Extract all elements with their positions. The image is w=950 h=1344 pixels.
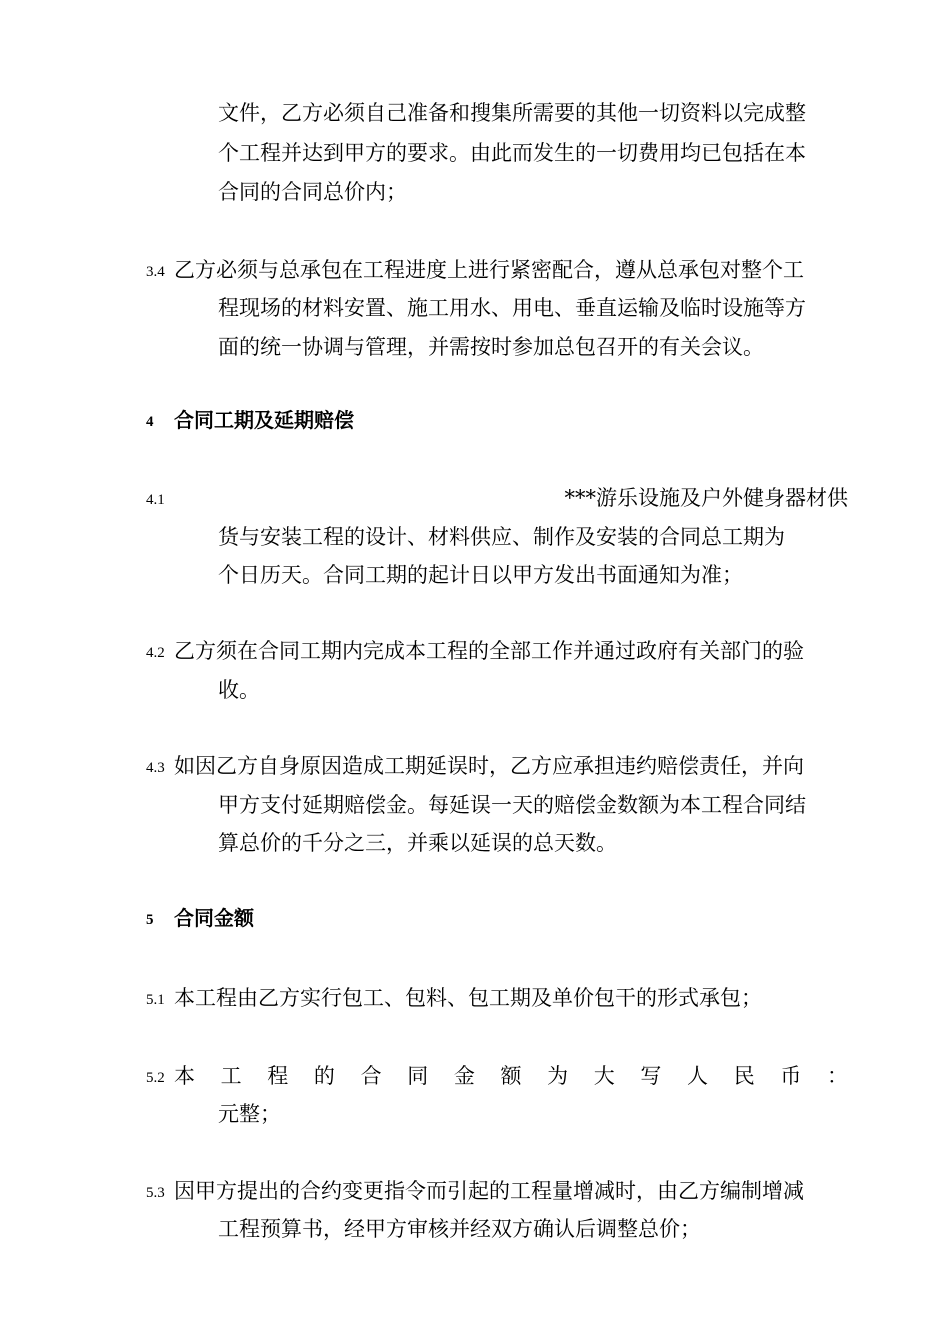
clause-number: 4.1 — [146, 492, 165, 508]
spread-char: 同 — [407, 1064, 429, 1088]
paragraph-line: 个工程并达到甲方的要求。由此而发生的一切费用均已包括在本 — [218, 141, 806, 165]
spread-char: 大 — [593, 1064, 615, 1088]
clause-text: 因甲方提出的合约变更指令而引起的工程量增减时，由乙方编制增减 — [174, 1179, 804, 1203]
clause-number: 5.2 — [146, 1070, 165, 1086]
clause-text: 算总价的千分之三，并乘以延误的总天数。 — [218, 831, 617, 855]
spread-char: 合 — [360, 1064, 382, 1088]
paragraph-line: 文件，乙方必须自己准备和搜集所需要的其他一切资料以完成整 — [218, 101, 806, 125]
spread-char: 金 — [453, 1064, 475, 1088]
clause-number: 4.3 — [146, 760, 165, 776]
clause-text: ***游乐设施及户外健身器材供 — [564, 486, 848, 510]
spread-char: 人 — [687, 1064, 709, 1088]
section-number: 5 — [146, 912, 154, 928]
clause-text: 个日历天。合同工期的起计日以甲方发出书面通知为准； — [218, 563, 743, 587]
paragraph-line: 合同的合同总价内； — [218, 180, 407, 204]
spread-char: 币 — [780, 1064, 802, 1088]
clause-text: 乙方须在合同工期内完成本工程的全部工作并通过政府有关部门的验 — [174, 639, 804, 663]
spread-char: 额 — [500, 1064, 522, 1088]
clause-text: 元整； — [218, 1102, 281, 1126]
spread-char: 本 — [174, 1064, 195, 1088]
spread-char: 写 — [640, 1064, 662, 1088]
spread-char: 民 — [733, 1064, 755, 1088]
spread-char: ： — [826, 1064, 848, 1088]
clause-text: 工程预算书，经甲方审核并经双方确认后调整总价； — [218, 1217, 701, 1241]
clause-text: 甲方支付延期赔偿金。每延误一天的赔偿金数额为本工程合同结 — [218, 793, 806, 817]
clause-number: 4.2 — [146, 645, 165, 661]
clause-number: 5.3 — [146, 1185, 165, 1201]
clause-text: 如因乙方自身原因造成工期延误时，乙方应承担违约赔偿责任，并向 — [174, 754, 804, 778]
spread-char: 程 — [267, 1064, 289, 1088]
section-heading: 合同金额 — [174, 906, 254, 930]
clause-text-spread — [174, 1061, 848, 1091]
section-heading: 合同工期及延期赔偿 — [174, 408, 354, 432]
section-number: 4 — [146, 414, 154, 430]
spread-char: 的 — [313, 1064, 335, 1088]
clause-text: 本工程由乙方实行包工、包料、包工期及单价包干的形式承包； — [174, 986, 762, 1010]
clause-number: 3.4 — [146, 264, 165, 280]
clause-text: 乙方必须与总承包在工程进度上进行紧密配合，遵从总承包对整个工 — [174, 258, 804, 282]
clause-text: 程现场的材料安置、施工用水、用电、垂直运输及临时设施等方 — [218, 296, 806, 320]
spread-char: 为 — [547, 1064, 569, 1088]
clause-text: 面的统一协调与管理，并需按时参加总包召开的有关会议。 — [218, 335, 764, 359]
clause-number: 5.1 — [146, 992, 165, 1008]
clause-text: 收。 — [218, 678, 260, 702]
clause-text: 货与安装工程的设计、材料供应、制作及安装的合同总工期为 — [218, 525, 785, 549]
spread-char: 工 — [220, 1064, 242, 1088]
